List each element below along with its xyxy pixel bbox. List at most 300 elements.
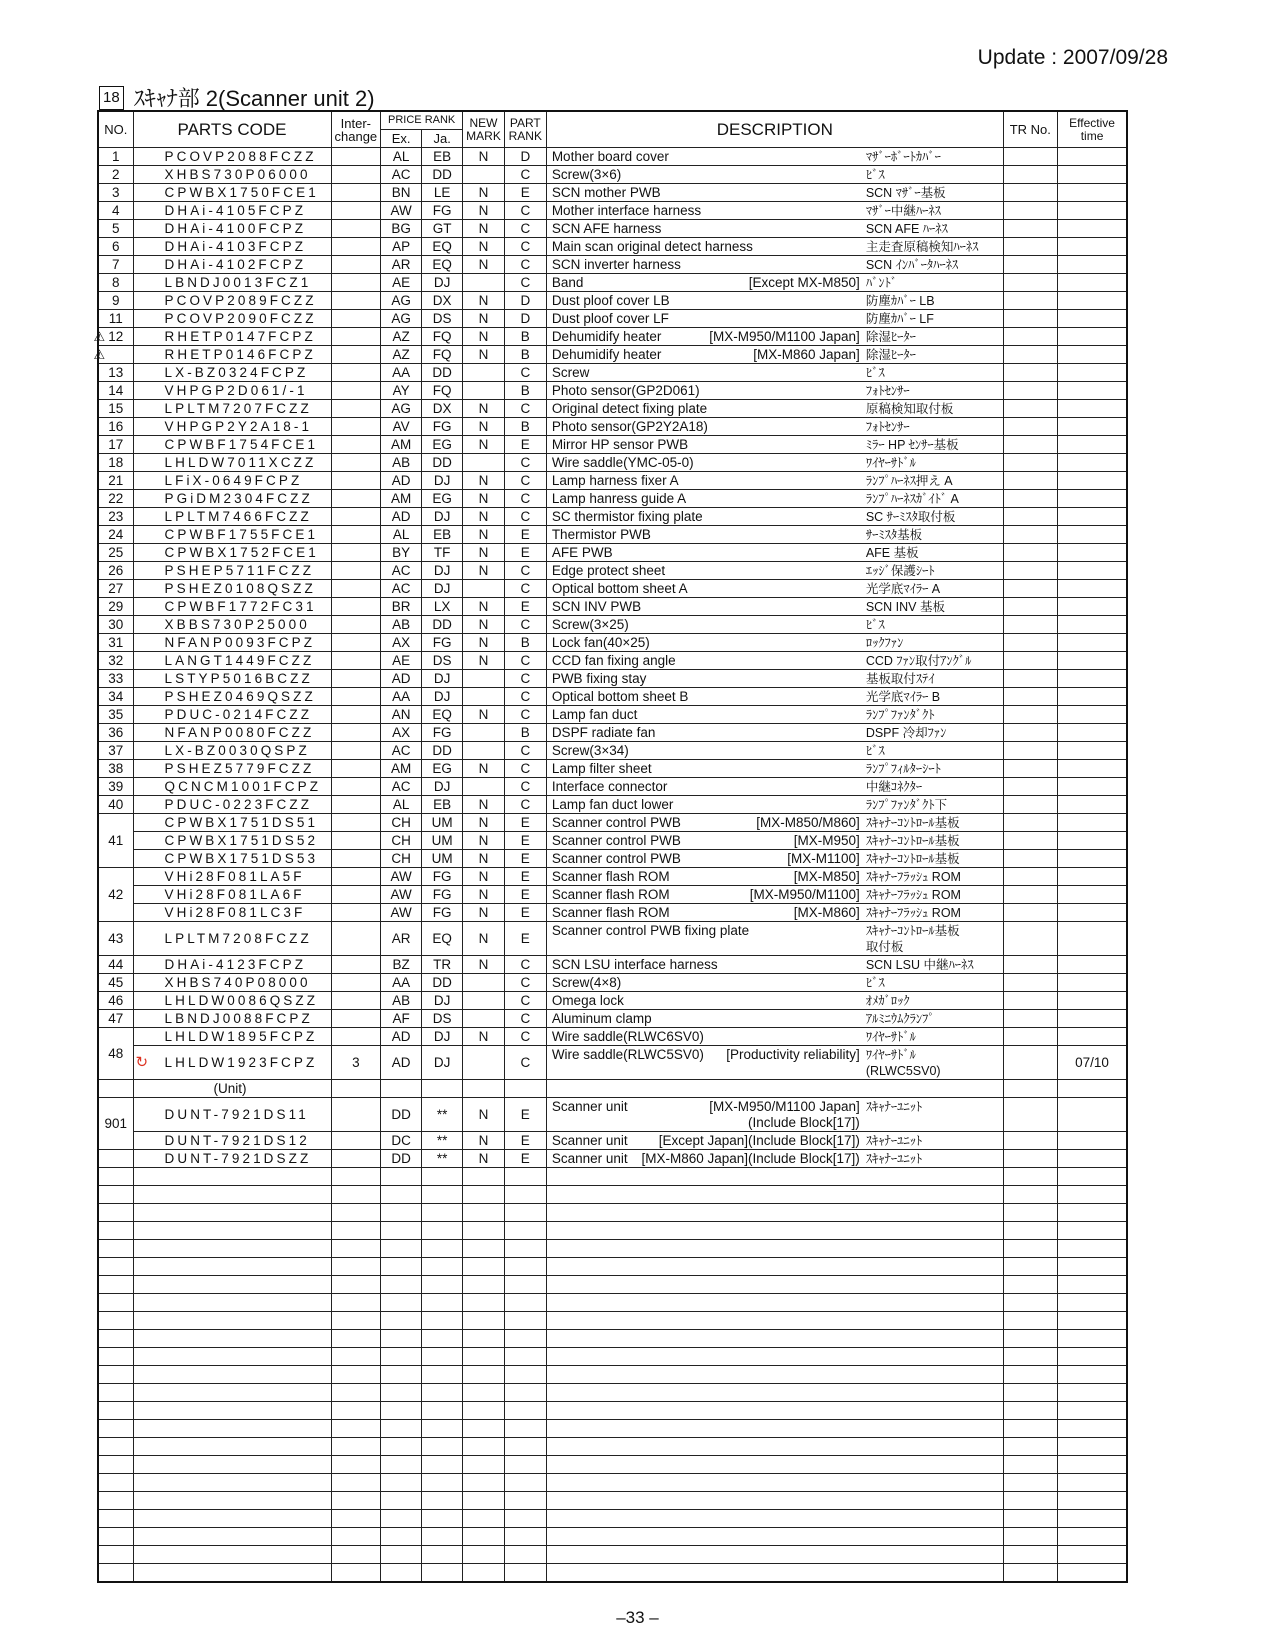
empty-cell: [546, 1276, 1003, 1294]
warning-triangle-icon: ⚠: [93, 328, 109, 344]
empty-cell: [331, 1312, 381, 1330]
tr-no: [1003, 1028, 1057, 1046]
parts-code-text: CPWBX1751DS52: [164, 832, 319, 848]
effective-time: [1057, 328, 1127, 346]
description: [546, 1010, 1003, 1028]
price-ex: BY: [381, 544, 422, 562]
description: [546, 418, 1003, 436]
new-mark: N: [463, 202, 505, 220]
description-en: SCN INV PWB: [551, 598, 642, 614]
price-ja: TR: [422, 956, 463, 974]
tr-no: [1003, 400, 1057, 418]
effective-time: [1057, 688, 1127, 706]
table-row: [98, 760, 1127, 778]
part-rank: C: [504, 974, 546, 992]
parts-code: [133, 418, 331, 436]
empty-cell: [381, 1240, 422, 1258]
empty-cell: [463, 1528, 505, 1546]
empty-cell: [422, 1258, 463, 1276]
blank-row: [98, 1222, 1127, 1240]
description-ja: ﾜｲﾔｰｻﾄﾞﾙ: [865, 1029, 916, 1044]
empty-cell: [463, 1366, 505, 1384]
description: [546, 850, 1003, 868]
parts-code: [133, 634, 331, 652]
price-ex: AC: [381, 562, 422, 580]
tr-no: [1003, 418, 1057, 436]
new-mark: N: [463, 814, 505, 832]
table-row: [98, 490, 1127, 508]
description-ja: 防塵ｶﾊﾞｰ LF: [865, 311, 934, 326]
parts-code-text: DUNT-7921DSZZ: [164, 1150, 312, 1166]
description: [546, 814, 1003, 832]
description-ja: AFE 基板: [865, 545, 919, 560]
parts-code: [133, 706, 331, 724]
description-ja: ｱﾙﾐﾆｳﾑｸﾗﾝﾌﾟ: [865, 1011, 935, 1026]
empty-cell: [504, 1186, 546, 1204]
part-rank: C: [504, 562, 546, 580]
empty-cell: [546, 1366, 1003, 1384]
empty-cell: [1057, 1294, 1127, 1312]
empty-cell: [331, 1420, 381, 1438]
new-mark: N: [463, 760, 505, 778]
table-row: [98, 832, 1127, 850]
tr-no: [1003, 256, 1057, 274]
description: [546, 688, 1003, 706]
empty-cell: [1003, 1510, 1057, 1528]
empty-cell: [133, 1384, 331, 1402]
col-parts-code: PARTS CODE: [133, 111, 331, 148]
col-tr-no: TR No.: [1003, 111, 1057, 148]
empty-cell: [133, 1258, 331, 1276]
part-rank: E: [504, 436, 546, 454]
description-ja: ﾋﾞｽ: [865, 365, 885, 380]
empty-cell: [463, 1080, 505, 1098]
description: [546, 1098, 1003, 1132]
description-ja: CCD ﾌｧﾝ取付ｱﾝｸﾞﾙ: [865, 653, 972, 668]
description: [546, 238, 1003, 256]
price-ex: CH: [381, 850, 422, 868]
parts-code: [133, 688, 331, 706]
description-note: [Except Japan](Include Block[17]): [658, 1132, 860, 1148]
table-row: [98, 148, 1127, 166]
part-rank: E: [504, 886, 546, 904]
part-rank: E: [504, 922, 546, 956]
row-no: 27: [98, 580, 133, 598]
tr-no: [1003, 1132, 1057, 1150]
empty-cell: [133, 1348, 331, 1366]
effective-time: [1057, 760, 1127, 778]
col-price-ja: Ja.: [422, 130, 463, 148]
row-no: 17: [98, 436, 133, 454]
effective-time: [1057, 652, 1127, 670]
price-ja: FG: [422, 904, 463, 922]
price-ex: AZ: [381, 346, 422, 364]
interchange: [331, 1028, 381, 1046]
table-row: [98, 652, 1127, 670]
new-mark: [463, 274, 505, 292]
interchange: [331, 328, 381, 346]
parts-code: [133, 490, 331, 508]
description-en: Scanner unit: [551, 1132, 628, 1148]
empty-cell: [98, 1294, 133, 1312]
price-ex: BZ: [381, 956, 422, 974]
price-ex: AM: [381, 760, 422, 778]
price-ja: EQ: [422, 922, 463, 956]
empty-cell: [381, 1168, 422, 1186]
row-no: 31: [98, 634, 133, 652]
blank-row: [98, 1564, 1127, 1583]
description-note: [MX-M950]: [793, 832, 860, 848]
tr-no: [1003, 166, 1057, 184]
interchange: [331, 688, 381, 706]
new-mark: N: [463, 328, 505, 346]
empty-cell: [546, 1438, 1003, 1456]
interchange: [331, 346, 381, 364]
table-row: [98, 778, 1127, 796]
empty-cell: [1003, 1240, 1057, 1258]
table-row: [98, 328, 1127, 346]
description: [546, 274, 1003, 292]
description: [546, 184, 1003, 202]
price-ja: **: [422, 1098, 463, 1132]
price-ex: AE: [381, 652, 422, 670]
description-en: Lamp fan duct lower: [551, 796, 674, 812]
description-en: Dust ploof cover LF: [551, 310, 669, 326]
tr-no: [1003, 238, 1057, 256]
new-mark: [463, 670, 505, 688]
empty-cell: [463, 1348, 505, 1366]
description-en: Scanner unit: [551, 1098, 628, 1114]
price-ja: DX: [422, 400, 463, 418]
empty-cell: [331, 1276, 381, 1294]
row-no: 12: [98, 328, 133, 346]
description: [546, 256, 1003, 274]
part-rank: C: [504, 166, 546, 184]
blank-row: [98, 1456, 1127, 1474]
description-ja: ｽｷｬﾅｰﾌﾗｯｼｭ ROM: [865, 869, 961, 884]
row-no: 18: [98, 454, 133, 472]
new-mark: N: [463, 1132, 505, 1150]
tr-no: [1003, 974, 1057, 992]
parts-code: [133, 562, 331, 580]
description: [546, 166, 1003, 184]
part-rank: E: [504, 1098, 546, 1132]
row-no: 46: [98, 992, 133, 1010]
empty-cell: [422, 1204, 463, 1222]
price-ja: LX: [422, 598, 463, 616]
parts-code-text: DHAi-4123FCPZ: [164, 956, 307, 972]
description: [546, 292, 1003, 310]
tr-no: [1003, 310, 1057, 328]
effective-time: [1057, 400, 1127, 418]
description-ja: ｵﾒｶﾞﾛｯｸ: [865, 993, 910, 1008]
parts-code: [133, 904, 331, 922]
empty-cell: [1003, 1294, 1057, 1312]
empty-cell: [1057, 1438, 1127, 1456]
tr-no: [1003, 148, 1057, 166]
description-en: SCN LSU interface harness: [551, 956, 718, 972]
table-row: [98, 472, 1127, 490]
table-row: [98, 220, 1127, 238]
part-rank: C: [504, 256, 546, 274]
empty-cell: [463, 1474, 505, 1492]
empty-cell: [98, 1510, 133, 1528]
effective-time: [1057, 814, 1127, 832]
description-en: Screw(3×25): [551, 616, 629, 632]
price-ja: DS: [422, 310, 463, 328]
empty-cell: [1057, 1384, 1127, 1402]
empty-cell: [98, 1528, 133, 1546]
new-mark: N: [463, 346, 505, 364]
table-row: [98, 886, 1127, 904]
effective-time: [1057, 832, 1127, 850]
effective-time: 07/10: [1057, 1046, 1127, 1080]
part-rank: C: [504, 706, 546, 724]
empty-cell: [98, 1546, 133, 1564]
effective-time: [1057, 742, 1127, 760]
description-en: Band: [551, 274, 584, 290]
description: [546, 778, 1003, 796]
description: [546, 1132, 1003, 1150]
description-ja: ｽｷｬﾅｰｺﾝﾄﾛｰﾙ基板: [865, 815, 960, 830]
tr-no: [1003, 454, 1057, 472]
price-ja: **: [422, 1132, 463, 1150]
part-rank: C: [504, 580, 546, 598]
effective-time: [1057, 580, 1127, 598]
parts-code: [133, 742, 331, 760]
interchange: [331, 956, 381, 974]
empty-cell: [422, 1402, 463, 1420]
new-mark: N: [463, 544, 505, 562]
empty-cell: [1057, 1186, 1127, 1204]
interchange: [331, 418, 381, 436]
new-mark: N: [463, 436, 505, 454]
parts-code-text: VHi28F081LC3F: [164, 904, 306, 920]
parts-code: [133, 364, 331, 382]
empty-cell: [98, 1222, 133, 1240]
part-rank: C: [504, 274, 546, 292]
parts-code-text: CPWBX1750FCE1: [164, 184, 319, 200]
effective-time: [1057, 1098, 1127, 1132]
empty-cell: [1057, 1222, 1127, 1240]
price-ja: FG: [422, 886, 463, 904]
description: [546, 400, 1003, 418]
part-rank: E: [504, 184, 546, 202]
empty-cell: [504, 1474, 546, 1492]
table-row: [98, 742, 1127, 760]
price-ex: AC: [381, 742, 422, 760]
price-ja: FG: [422, 868, 463, 886]
empty-cell: [98, 1474, 133, 1492]
effective-time: [1057, 184, 1127, 202]
revision-arrow-icon: ↻: [135, 1053, 152, 1071]
price-ja: DJ: [422, 562, 463, 580]
description-ja: ﾋﾞｽ: [865, 617, 885, 632]
interchange: [331, 220, 381, 238]
blank-row: [98, 1186, 1127, 1204]
tr-no: [1003, 670, 1057, 688]
parts-code: [133, 886, 331, 904]
empty-cell: [331, 1222, 381, 1240]
price-ja: EB: [422, 148, 463, 166]
price-ex: DC: [381, 1132, 422, 1150]
description-en: Scanner control PWB: [551, 850, 681, 866]
effective-time: [1057, 454, 1127, 472]
empty-cell: [504, 1366, 546, 1384]
empty-cell: [98, 1240, 133, 1258]
interchange: [331, 706, 381, 724]
row-no: 13: [98, 364, 133, 382]
row-no: 47: [98, 1010, 133, 1028]
part-rank: E: [504, 1150, 546, 1168]
description: [546, 760, 1003, 778]
description: [546, 886, 1003, 904]
description-ja: ﾋﾞｽ: [865, 167, 885, 182]
empty-cell: [1057, 1258, 1127, 1276]
new-mark: N: [463, 256, 505, 274]
interchange: [331, 652, 381, 670]
interchange: [331, 886, 381, 904]
empty-cell: [504, 1294, 546, 1312]
price-ja: FQ: [422, 346, 463, 364]
table-row: [98, 796, 1127, 814]
price-ja: DS: [422, 652, 463, 670]
row-no: 9: [98, 292, 133, 310]
description: [546, 670, 1003, 688]
row-no: 22: [98, 490, 133, 508]
parts-code-text: PCOVP2090FCZZ: [164, 310, 317, 326]
part-rank: E: [504, 904, 546, 922]
new-mark: N: [463, 706, 505, 724]
empty-cell: [463, 1204, 505, 1222]
empty-cell: [1003, 1312, 1057, 1330]
description-ja: ﾌｫﾄｾﾝｻｰ: [865, 419, 910, 434]
tr-no: [1003, 1098, 1057, 1132]
description-en: PWB fixing stay: [551, 670, 647, 686]
description-en: Optical bottom sheet B: [551, 688, 689, 704]
price-ja: EQ: [422, 706, 463, 724]
row-no: 33: [98, 670, 133, 688]
interchange: [331, 202, 381, 220]
description-ja: ﾗﾝﾌﾟﾌｧﾝﾀﾞｸﾄ下: [865, 797, 948, 812]
empty-cell: [331, 1330, 381, 1348]
description-ja: ｽｷｬﾅｰﾌﾗｯｼｭ ROM: [865, 887, 961, 902]
row-no: 7: [98, 256, 133, 274]
table-row: [98, 436, 1127, 454]
new-mark: N: [463, 400, 505, 418]
parts-code: [133, 526, 331, 544]
parts-code-text: LANGT1449FCZZ: [164, 652, 315, 668]
empty-cell: [133, 1168, 331, 1186]
empty-cell: [1057, 1564, 1127, 1583]
effective-time: [1057, 706, 1127, 724]
empty-cell: [504, 1276, 546, 1294]
tr-no: [1003, 472, 1057, 490]
new-mark: N: [463, 562, 505, 580]
description-en: Wire saddle(RLWC6SV0): [551, 1028, 704, 1044]
description: [546, 992, 1003, 1010]
description-en: Wire saddle(YMC-05-0): [551, 454, 694, 470]
price-ja: LE: [422, 184, 463, 202]
parts-code-text: PDUC-0223FCZZ: [164, 796, 313, 812]
tr-no: [1003, 382, 1057, 400]
row-no: 48: [98, 1028, 133, 1080]
row-no: 34: [98, 688, 133, 706]
part-rank: C: [504, 472, 546, 490]
description-en: Thermistor PWB: [551, 526, 651, 542]
description-ja: ﾌｫﾄｾﾝｻｰ: [865, 383, 910, 398]
col-no: NO.: [98, 111, 133, 148]
empty-cell: [1057, 1492, 1127, 1510]
description: [546, 832, 1003, 850]
interchange: [331, 616, 381, 634]
blank-row: [98, 1276, 1127, 1294]
price-ex: AF: [381, 1010, 422, 1028]
row-no: 37: [98, 742, 133, 760]
parts-code: [133, 220, 331, 238]
part-rank: C: [504, 616, 546, 634]
description: [546, 436, 1003, 454]
blank-row: [98, 1546, 1127, 1564]
new-mark: N: [463, 238, 505, 256]
empty-cell: [463, 1258, 505, 1276]
tr-no: [1003, 850, 1057, 868]
parts-code-text: CPWBX1751DS53: [164, 850, 319, 866]
row-no: 44: [98, 956, 133, 974]
interchange: [331, 580, 381, 598]
new-mark: N: [463, 490, 505, 508]
part-rank: D: [504, 310, 546, 328]
blank-row: [98, 1474, 1127, 1492]
price-ja: DJ: [422, 472, 463, 490]
empty-cell: [98, 1186, 133, 1204]
price-ja: EG: [422, 490, 463, 508]
new-mark: [463, 992, 505, 1010]
interchange: [331, 400, 381, 418]
description-en: Scanner flash ROM: [551, 904, 670, 920]
part-rank: E: [504, 598, 546, 616]
page-title: [99, 82, 375, 113]
table-row: [98, 184, 1127, 202]
parts-code-text: RHETP0147FCPZ: [164, 328, 316, 344]
empty-cell: [1003, 1492, 1057, 1510]
description-en: Edge protect sheet: [551, 562, 666, 578]
parts-code: [133, 796, 331, 814]
empty-cell: [463, 1312, 505, 1330]
row-no: 35: [98, 706, 133, 724]
description: [546, 526, 1003, 544]
blank-row: [98, 1312, 1127, 1330]
parts-code: [133, 814, 331, 832]
empty-cell: [546, 1528, 1003, 1546]
description-en: Mirror HP sensor PWB: [551, 436, 689, 452]
row-no: 25: [98, 544, 133, 562]
empty-cell: [1003, 1384, 1057, 1402]
table-row: [98, 1046, 1127, 1080]
empty-cell: [98, 1348, 133, 1366]
parts-code: [93, 346, 331, 364]
price-ex: AD: [381, 670, 422, 688]
parts-code-text: VHPGP2Y2A18-1: [164, 418, 313, 434]
effective-time: [1057, 850, 1127, 868]
price-ex: CH: [381, 832, 422, 850]
parts-code: [133, 1046, 331, 1080]
new-mark: N: [463, 148, 505, 166]
row-no: 26: [98, 562, 133, 580]
price-ex: AX: [381, 634, 422, 652]
parts-code: [133, 760, 331, 778]
parts-code: [133, 184, 331, 202]
